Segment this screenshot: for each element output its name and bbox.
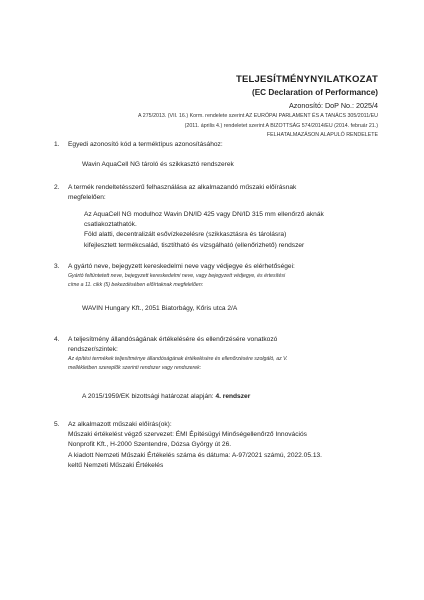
section-heading-text: A gyártó neve, bejegyzett kereskedelmi neve vagy védjegye és elérhetőségei: xyxy=(68,263,295,270)
section-1-body: Wavin AquaCell NG tároló és szikkasztó rendszerek xyxy=(82,161,234,168)
body-line: Nonprofit Kft., H-2000 Szentendre, Dózsa György út 26. xyxy=(68,441,232,449)
section-1-heading xyxy=(54,140,386,150)
section-subtext: Az építési termékek teljesítménye állandóságának értékelésére és ellenőrzésére szolgáló, az V. xyxy=(68,356,288,363)
section-heading-line: A teljesítmény állandóságának értékelésére és ellenőrzésére vonatkozó xyxy=(68,336,278,343)
section-subtext: mellékletben szereplők szerinti rendszer vagy rendszerek: xyxy=(68,365,202,372)
section-subtext: címe a 11. cikk (5) bekezdésében előírtaknak megfelelően: xyxy=(68,282,204,288)
body-line: csatlakoztathatók. xyxy=(84,221,137,229)
system-level: 4. rendszer xyxy=(215,393,251,400)
section-number: 1. xyxy=(54,141,60,148)
document-identifier: Azonosító: DoP No.: 2025/4 xyxy=(289,101,378,110)
regulation-line: (2011. április 4.) rendeletet szerint A BIZOTTSÁG 574/2014/EU (2014. február 21.) xyxy=(184,122,378,129)
section-number: 5. xyxy=(54,421,60,428)
section-heading-line: A termék rendeltetésszerű felhasználása az alkalmazandó műszaki előírásnak xyxy=(68,184,297,191)
section-4-heading xyxy=(54,335,386,373)
body-line: Föld alatti, decentralizált esővízkezelésre (szikkasztásra és tárolásra) xyxy=(84,231,287,239)
section-number: 3. xyxy=(54,263,60,270)
regulation-line: FELHATALMAZÁSON ALAPULÓ RENDELETE xyxy=(266,132,378,139)
section-heading-text: Egyedi azonosító kód a terméktípus azonosításához: xyxy=(68,141,223,148)
section-heading-line: rendszer/szintek: xyxy=(68,346,118,354)
section-3-heading xyxy=(54,262,386,290)
body-line: A kiadott Nemzeti Műszaki Értékelés száma és dátuma: A-97/2021 számú, 2022.05.13. xyxy=(68,451,322,459)
section-number: 2. xyxy=(54,184,60,191)
section-number: 4. xyxy=(54,336,60,343)
regulation-line: A 275/2013. (VII. 16.) Korm. rendelete szerint AZ EURÓPAI PARLAMENT ÉS A TANÁCS 305/2011/EU xyxy=(138,113,378,119)
body-line: keltű Nemzeti Műszaki Értékelés xyxy=(68,461,164,469)
body-line: kifejlesztett termékcsalád, tisztítható és vizsgálható (ellenőrizhető) rendszer xyxy=(84,241,305,249)
section-2-heading xyxy=(54,183,386,203)
section-2-body xyxy=(84,210,384,251)
section-heading-line: megfelelően: xyxy=(68,194,106,202)
section-3-body: WAVIN Hungary Kft., 2051 Biatorbágy, Kőris utca 2/A xyxy=(82,305,238,312)
section-subtext: Gyártó feltüntetett neve, bejegyzett kereskedelmi neve, vagy bejegyzett védjegye, és értesítési xyxy=(68,273,286,280)
document-subtitle: (EC Declaration of Performance) xyxy=(251,88,378,97)
document-title: TELJESÍTMÉNYNYILATKOZAT xyxy=(236,74,378,85)
section-heading-text: Az alkalmazott műszaki előírás(ok): xyxy=(68,421,172,428)
body-text: A 2015/1959/EK bizottsági határozat alapján: xyxy=(82,393,216,400)
section-5-heading xyxy=(54,420,386,471)
body-line: Műszaki értékelést végző szervezet: ÉMI Építésügyi Minőségellenőrző Innovációs xyxy=(68,431,307,439)
regulation-reference xyxy=(48,112,378,141)
section-4-body xyxy=(82,392,382,402)
body-line: Az AquaCell NG modulhoz Wavin DN/ID 425 vagy DN/ID 315 mm ellenőrző aknák xyxy=(84,211,324,218)
